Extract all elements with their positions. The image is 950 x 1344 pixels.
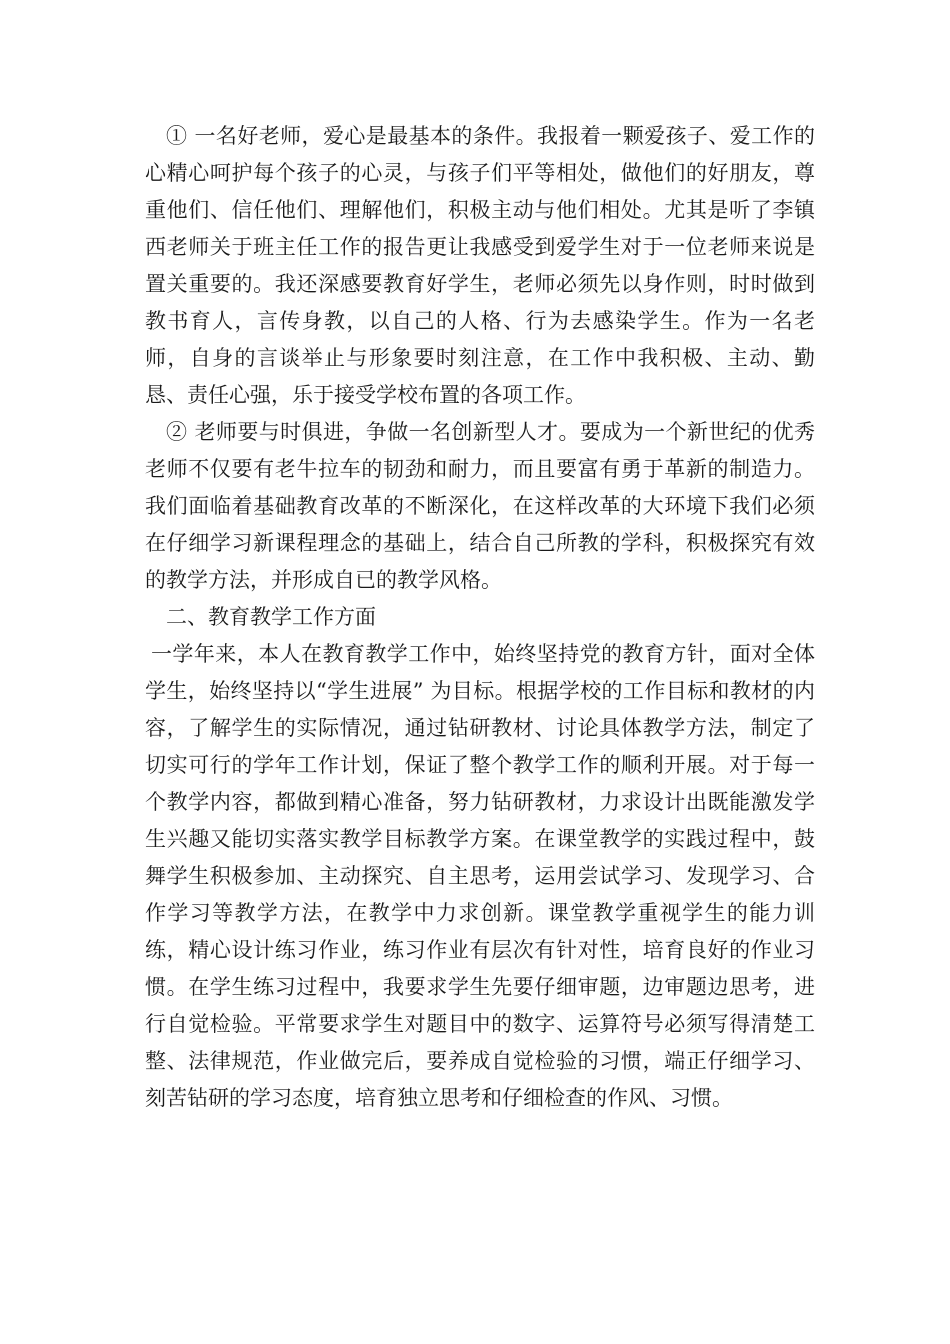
document-page [145, 118, 815, 1117]
paragraph-love: ① 一名好老师，爱心是最基本的条件。我报着一颗爱孩子、爱工作的心精心呵护每个孩子的心灵，与孩子们平等相处，做他们的好朋友，尊重他们、信任他们、理解他们，积极主动与他们相处。尤其是听了李镇西老师关于班主任工作的报告更让我感受到爱学生对于一位老师来说是置关重要的。我还深感要教育好学生，老师必须先以身作则，时时做到教书育人，言传身教，以自己的人格、行为去感染学生。作为一名老师，自身的言谈举止与形象要时刻注意，在工作中我积极、主动、勤恳、责任心强，乐于接受学校布置的各项工作。 [145, 124, 815, 407]
section-heading: 二、教育教学工作方面 [166, 605, 376, 629]
paragraph-teaching: 一学年来，本人在教育教学工作中，始终坚持党的教育方针，面对全体学生，始终坚持以“学生进展” 为目标。根据学校的工作目标和教材的内容，了解学生的实际情况，通过钻研教材、讨论具体教学方法，制定了切实可行的学年工作计划，保证了整个教学工作的顺利开展。对于每一个教学内容，都做到精心准备，努力钻研教材，力求设计出既能激发学生兴趣又能切实落实教学目标教学方案。在课堂教学的实践过程中，鼓舞学生积极参加、主动探究、自主思考，运用尝试学习、发现学习、合作学习等教学方法，在教学中力求创新。课堂教学重视学生的能力训练，精心设计练习作业，练习作业有层次有针对性，培育良好的作业习惯。在学生练习过程中，我要求学生先要仔细审题，边审题边思考，进行自觉检验。平常要求学生对题目中的数字、运算符号必须写得清楚工整、法律规范，作业做完后，要养成自觉检验的习惯，端正仔细学习、刻苦钻研的学习态度，培育独立思考和仔细检查的作风、习惯。 [145, 642, 815, 1110]
paragraph-innovation: ② 老师要与时俱进，争做一名创新型人才。要成为一个新世纪的优秀老师不仅要有老牛拉车的韧劲和耐力，而且要富有勇于革新的制造力。我们面临着基础教育改革的不断深化，在这样改革的大环境下我们必须在仔细学习新课程理念的基础上，结合自己所教的学科，积极探究有效的教学方法，并形成自已的教学风格。 [145, 420, 815, 592]
